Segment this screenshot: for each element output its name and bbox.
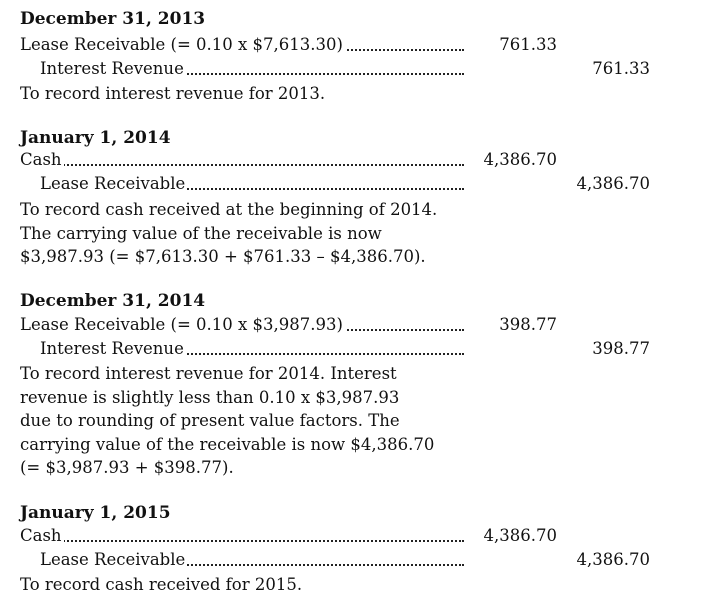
credit-account-line	[40, 339, 464, 359]
credit-amount: 398.77	[592, 339, 650, 358]
entry-note: To record interest revenue for 2013.	[20, 84, 326, 103]
entry-date: December 31, 2014	[20, 291, 206, 311]
debit-account: Lease Receivable (= 0.10 x $7,613.30)	[20, 35, 343, 54]
entry-date: December 31, 2013	[20, 9, 206, 29]
debit-account-line	[20, 526, 464, 546]
entry-note: To record interest revenue for 2014. Interest revenue is slightly less than 0.10 x $3,987.93 due to rounding of present value factors. The carrying value of the receivable is now $4,386.70 (= $3,987.93 + $398.77).	[20, 364, 435, 477]
credit-account-line	[40, 174, 464, 194]
credit-account: Lease Receivable	[40, 550, 186, 569]
credit-account: Interest Revenue	[40, 339, 184, 358]
entry-date: January 1, 2014	[20, 128, 171, 148]
debit-account-line	[20, 35, 464, 55]
debit-account: Lease Receivable (= 0.10 x $3,987.93)	[20, 315, 343, 334]
debit-amount: 398.77	[499, 315, 557, 334]
debit-account: Cash	[20, 526, 62, 545]
debit-account-line	[20, 150, 464, 170]
debit-amount: 4,386.70	[483, 150, 557, 169]
debit-account: Cash	[20, 150, 62, 169]
entry-date: January 1, 2015	[20, 503, 171, 523]
credit-account: Interest Revenue	[40, 59, 184, 78]
entry-note: To record cash received for 2015.	[20, 575, 303, 594]
debit-amount: 4,386.70	[483, 526, 557, 545]
dot-leader	[20, 164, 464, 166]
credit-account-line	[40, 550, 464, 570]
credit-account: Lease Receivable	[40, 174, 186, 193]
debit-account-line	[20, 315, 464, 335]
credit-account-line	[40, 59, 464, 79]
credit-amount: 4,386.70	[576, 174, 650, 193]
entry-note: To record cash received at the beginning of 2014. The carrying value of the receivable is now $3,987.93 (= $7,613.30 + $761.33 – $4,386.70).	[20, 200, 438, 266]
dot-leader	[20, 540, 464, 542]
credit-amount: 761.33	[592, 59, 650, 78]
credit-amount: 4,386.70	[576, 550, 650, 569]
debit-amount: 761.33	[499, 35, 557, 54]
